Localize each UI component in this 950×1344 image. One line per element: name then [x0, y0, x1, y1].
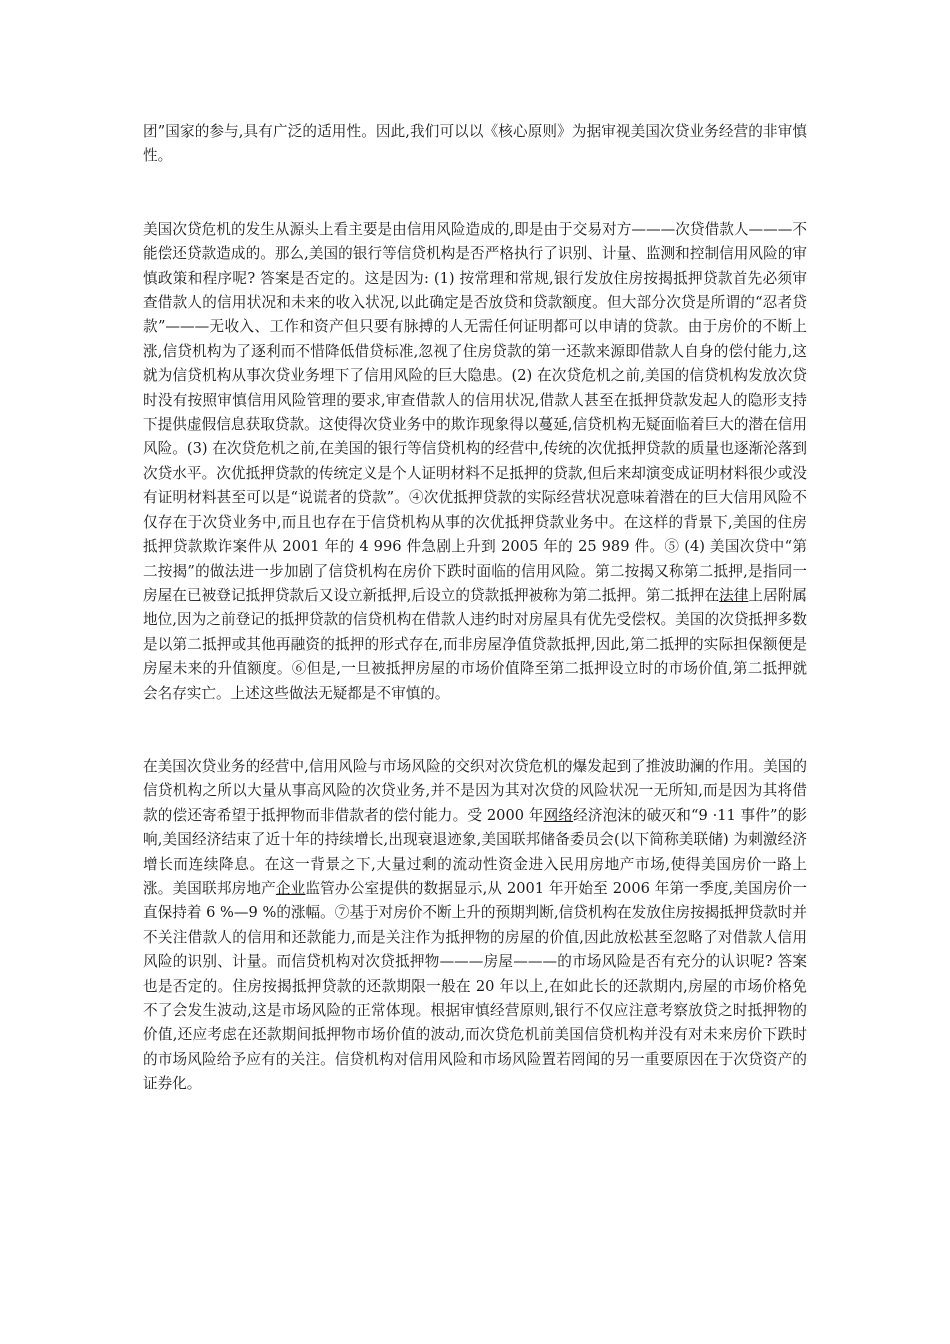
paragraph-text: 上居附属地位,因为之前登记的抵押贷款的信贷机构在借款人违约时对房屋具有优先受偿权。美国的次贷抵押多数是以第二抵押或其他再融资的抵押的形式存在,而非房屋净值贷款抵押,因此,第二抵押的实际担保额便是房屋未来的升值额度。⑥但是,一旦被抵押房屋的市场价值降至第二抵押设立时的市场价值,第二抵押就会名存实亡。上述这些做法无疑都是不审慎的。 [143, 586, 807, 702]
document-body [143, 120, 807, 1097]
link-law[interactable]: 法律 [719, 586, 749, 604]
paragraph-market-risk [143, 755, 807, 1097]
paragraph-text: 在美国次贷业务的经营中,信用风险与市场风险的交织对次贷危机的爆发起到了推波助澜的作用。美国的信贷机构之所以大量从事高风险的次贷业务,并不是因为其对次贷的风险状况一无所知,而是因为其将借款的偿还寄希望于抵押物而非借款者的偿付能力。受 2000 年 [143, 757, 807, 824]
paragraph-text: 经济泡沫的破灭和“9 ·11 事件”的影响,美国经济结束了近十年的持续增长,出现衰退迹象,美国联邦储备委员会(以下简称美联储) 为刺激经济增长而连续降息。在这一背景之下,大量过剩的流动性资金进入民用房地产市场,使得美国房价一路上涨。美国联邦房地产 [143, 806, 807, 897]
paragraph-intro: 团”国家的参与,具有广泛的适用性。因此,我们可以以《核心原则》为据审视美国次贷业务经营的非审慎性。 [143, 123, 807, 165]
paragraph-spacer [143, 706, 807, 755]
paragraph-text: 监管办公室提供的数据显示,从 2001 年开始至 2006 年第一季度,美国房价一直保持着 6 %—9 %的涨幅。⑦基于对房价不断上升的预期判断,信贷机构在发放住房按揭抵押贷款时并不关注借款人的信用和还款能力,而是关注作为抵押物的房屋的价值,因此放松甚至忽略了对借款人信用风险的识别、计量。而信贷机构对次贷抵押物———房屋———的市场风险是否有充分的认识呢? 答案也是否定的。住房按揭抵押贷款的还款期限一般在 20 年以上,在如此长的还款期内,房屋的市场价格免不了会发生波动,这是市场风险的正常体现。根据审慎经营原则,银行不仅应注意考察放贷之时抵押物的价值,还应考虑在还款期间抵押物市场价值的波动,而次贷危机前美国信贷机构并没有对未来房价下跌时的市场风险给予应有的关注。信贷机构对信用风险和市场风险置若罔闻的另一重要原因在于次贷资产的证券化。 [143, 879, 807, 1093]
paragraph-text: 美国次贷危机的发生从源头上看主要是由信用风险造成的,即是由于交易对方———次贷借款人———不能偿还贷款造成的。那么,美国的银行等信贷机构是否严格执行了识别、计量、监测和控制信用风险的审慎政策和程序呢? 答案是否定的。这是因为: (1) 按常理和常规,银行发放住房按揭抵押贷款首先必须审查借款人的信用状况和未来的收入状况,以此确定是否放贷和贷款额度。但大部分次贷是所谓的“忍者贷款”———无收入、工作和资产但只要有脉搏的人无需任何证明都可以申请的贷款。由于房价的不断上涨,信贷机构为了逐利而不惜降低借贷标准,忽视了住房贷款的第一还款来源即借款人自身的偿付能力,这就为信贷机构从事次贷业务埋下了信用风险的巨大隐患。(2) 在次贷危机之前,美国的信贷机构发放次贷时没有按照审慎信用风险管理的要求,审查借款人的信用状况,借款人甚至在抵押贷款发起人的隐形支持下提供虚假信息获取贷款。这使得次贷业务中的欺诈现象得以蔓延,信贷机构无疑面临着巨大的潜在信用风险。(3) 在次贷危机之前,在美国的银行等信贷机构的经营中,传统的次优抵押贷款的质量也逐渐沦落到次贷水平。次优抵押贷款的传统定义是个人证明材料不足抵押的贷款,但后来却演变成证明材料很少或没有证明材料甚至可以是“说谎者的贷款”。④次优抵押贷款的实际经营状况意味着潜在的巨大信用风险不仅存在于次贷业务中,而且也存在于信贷机构从事的次优抵押贷款业务中。在这样的背景下,美国的住房抵押贷款欺诈案件从 2001 年的 4 996 件急剧上升到 2005 年的 25 989 件。⑤ (4) 美国次贷中“第二按揭”的做法进一步加剧了信贷机构在房价下跌时面临的信用风险。第二按揭又称第二抵押,是指同一房屋在已被登记抵押贷款后又设立新抵押,后设立的贷款抵押被称为第二抵押。第二抵押在 [143, 220, 807, 604]
paragraph-spacer [143, 169, 807, 218]
paragraph-credit-risk [143, 218, 807, 706]
link-enterprise[interactable]: 企业 [275, 879, 306, 897]
link-network[interactable]: 网络 [543, 806, 574, 824]
